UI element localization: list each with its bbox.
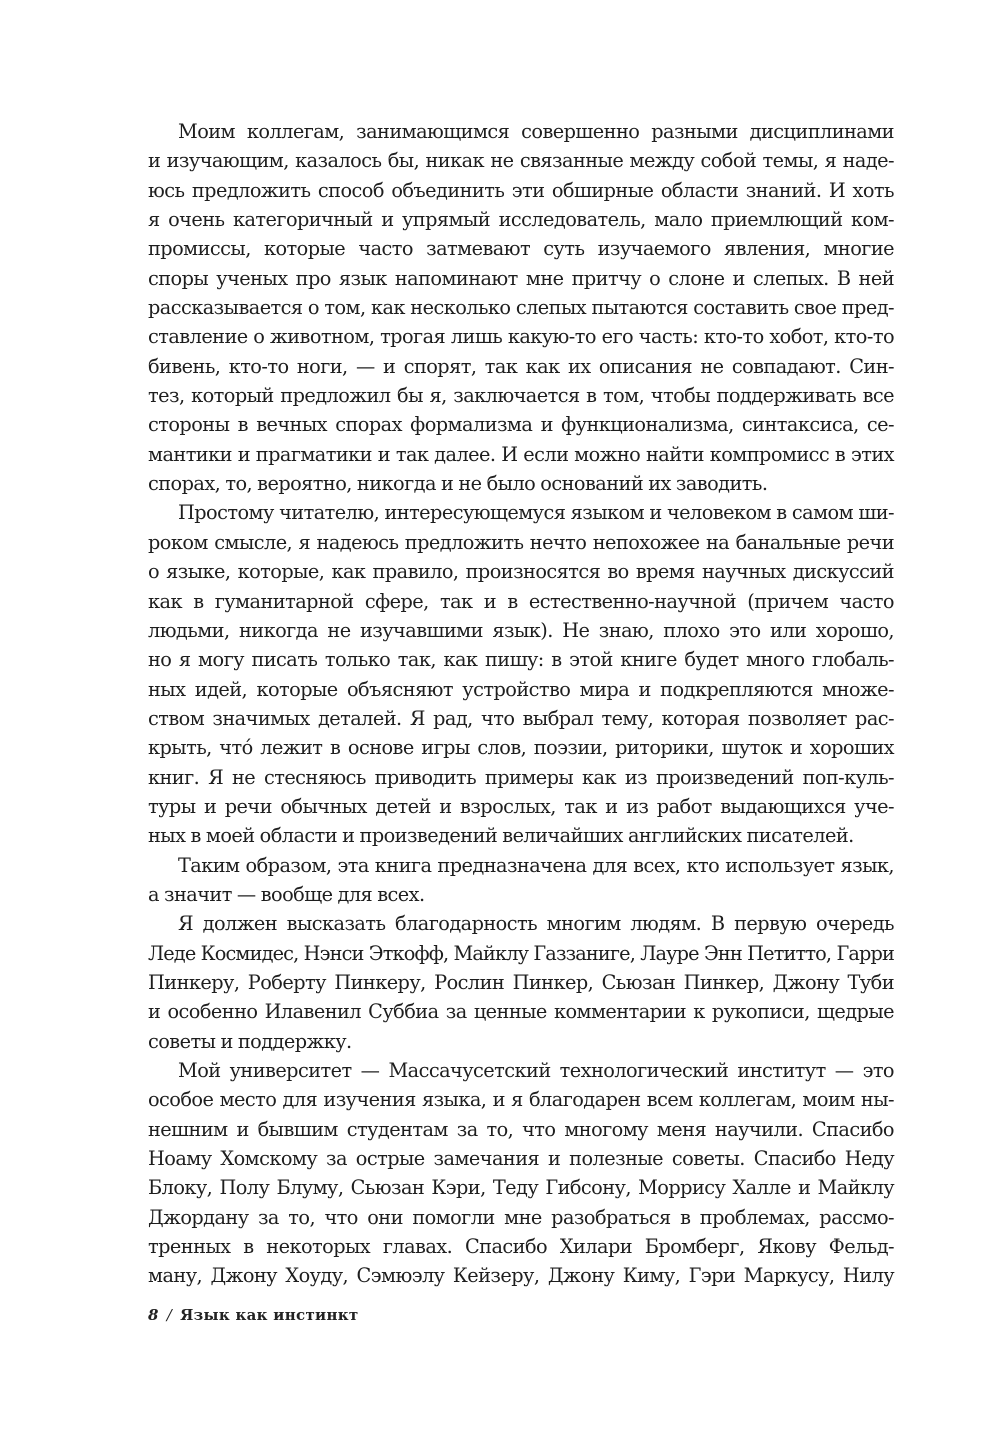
text-line: Джордану за то, что они помогли мне разобраться в проблемах, рассмо- bbox=[148, 1205, 894, 1229]
text-line: бивень, кто-то ноги, — и спорят, так как их описания не совпадают. Син- bbox=[148, 354, 894, 378]
text-line: Таким образом, эта книга предназначена для всех, кто использует язык, bbox=[178, 853, 894, 877]
text-line: рассказывается о том, как несколько слепых пытаются составить свое пред- bbox=[148, 296, 894, 320]
paragraph bbox=[148, 117, 894, 498]
text-line: споры ученых про язык напоминают мне притчу о слоне и слепых. В ней bbox=[148, 266, 894, 290]
text-line: стороны в вечных спорах формализма и функционализма, синтаксиса, се- bbox=[148, 413, 894, 437]
text-line: Ноаму Хомскому за острые замечания и полезные советы. Спасибо Неду bbox=[148, 1147, 894, 1171]
page-footer bbox=[148, 1306, 358, 1324]
text-line: и особенно Илавенил Суббиа за ценные комментарии к рукописи, щедрые bbox=[148, 1000, 894, 1024]
text-line: особое место для изучения языка, и я благодарен всем коллегам, моим ны- bbox=[148, 1088, 894, 1112]
body-text bbox=[148, 117, 894, 1291]
text-line: Моим коллегам, занимающимся совершенно разными дисциплинами bbox=[178, 120, 894, 143]
text-line: туры и речи обычных детей и взрослых, так и из работ выдающихся уче- bbox=[148, 794, 894, 818]
text-line: мантики и прагматики и так далее. И если можно найти компромисс в этих bbox=[148, 442, 894, 466]
text-line: тренных в некоторых главах. Спасибо Хилари Бромберг, Якову Фельд- bbox=[148, 1235, 894, 1259]
text-line: как в гуманитарной сфере, так и в естественно-научной (причем часто bbox=[148, 589, 894, 613]
text-line: людьми, никогда не изучавшими язык). Не знаю, плохо это или хорошо, bbox=[148, 618, 894, 642]
text-line: роком смысле, я надеюсь предложить нечто непохожее на банальные речи bbox=[148, 530, 894, 554]
text-line: промиссы, которые часто затмевают суть изучаемого явления, многие bbox=[148, 237, 894, 261]
text-line: Блоку, Полу Блуму, Сьюзан Кэри, Теду Гибсону, Моррису Халле и Майклу bbox=[148, 1176, 894, 1200]
paragraph bbox=[148, 909, 894, 1056]
text-line: Леде Космидес, Нэнси Эткофф, Майклу Газзаниге, Лауре Энн Петитто, Гарри bbox=[148, 941, 894, 965]
text-line: но я могу писать только так, как пишу: в этой книге будет много глобаль- bbox=[148, 648, 894, 672]
text-line: Я должен высказать благодарность многим людям. В первую очередь bbox=[178, 912, 894, 936]
text-line: ством значимых деталей. Я рад, что выбрал тему, которая позволяет рас- bbox=[148, 706, 894, 730]
paragraph bbox=[148, 851, 894, 910]
text-line: ставление о животном, трогая лишь какую-то его часть: кто-то хобот, кто-то bbox=[148, 325, 894, 349]
running-title: Язык как инстинкт bbox=[180, 1306, 359, 1324]
text-line: Мой университет — Массачусетский технологический институт — это bbox=[178, 1059, 894, 1082]
paragraph bbox=[148, 1056, 894, 1291]
page-number: 8 bbox=[148, 1306, 159, 1324]
text-line: Пинкеру, Роберту Пинкеру, Рослин Пинкер, Сьюзан Пинкер, Джону Туби bbox=[148, 970, 894, 994]
text-line: советы и поддержку. bbox=[148, 1029, 352, 1053]
paragraph bbox=[148, 498, 894, 850]
text-line: юсь предложить способ объединить эти обширные области знаний. И хоть bbox=[148, 178, 894, 202]
text-line: спорах, то, вероятно, никогда и не было оснований их заводить. bbox=[148, 472, 768, 496]
text-line: книг. Я не стесняюсь приводить примеры как из произведений поп-куль- bbox=[148, 765, 894, 789]
text-line: ных идей, которые объясняют устройство мира и подкрепляются множе- bbox=[148, 677, 894, 701]
text-line: я очень категоричный и упрямый исследователь, мало приемлющий ком- bbox=[148, 208, 894, 232]
text-line: и изучающим, казалось бы, никак не связанные между собой темы, я наде- bbox=[148, 149, 894, 173]
text-line: нешним и бывшим студентам за то, что многому меня научили. Спасибо bbox=[148, 1117, 894, 1141]
text-line: ману, Джону Хоуду, Сэмюэлу Кейзеру, Джону Киму, Гэри Маркусу, Нилу bbox=[148, 1264, 894, 1288]
text-line: а значит — вообще для всех. bbox=[148, 882, 425, 906]
text-line: тез, который предложил бы я, заключается в том, чтобы поддерживать все bbox=[148, 384, 894, 408]
text-line: о языке, которые, как правило, произносятся во время научных дискуссий bbox=[148, 560, 894, 584]
text-line: Простому читателю, интересующемуся языком и человеком в самом ши- bbox=[178, 501, 894, 525]
text-line: ных в моей области и произведений величайших английских писателей. bbox=[148, 824, 854, 848]
text-line: крыть, что́ лежит в основе игры слов, поэзии, риторики, шуток и хороших bbox=[148, 736, 894, 760]
footer-separator: / bbox=[166, 1306, 173, 1324]
